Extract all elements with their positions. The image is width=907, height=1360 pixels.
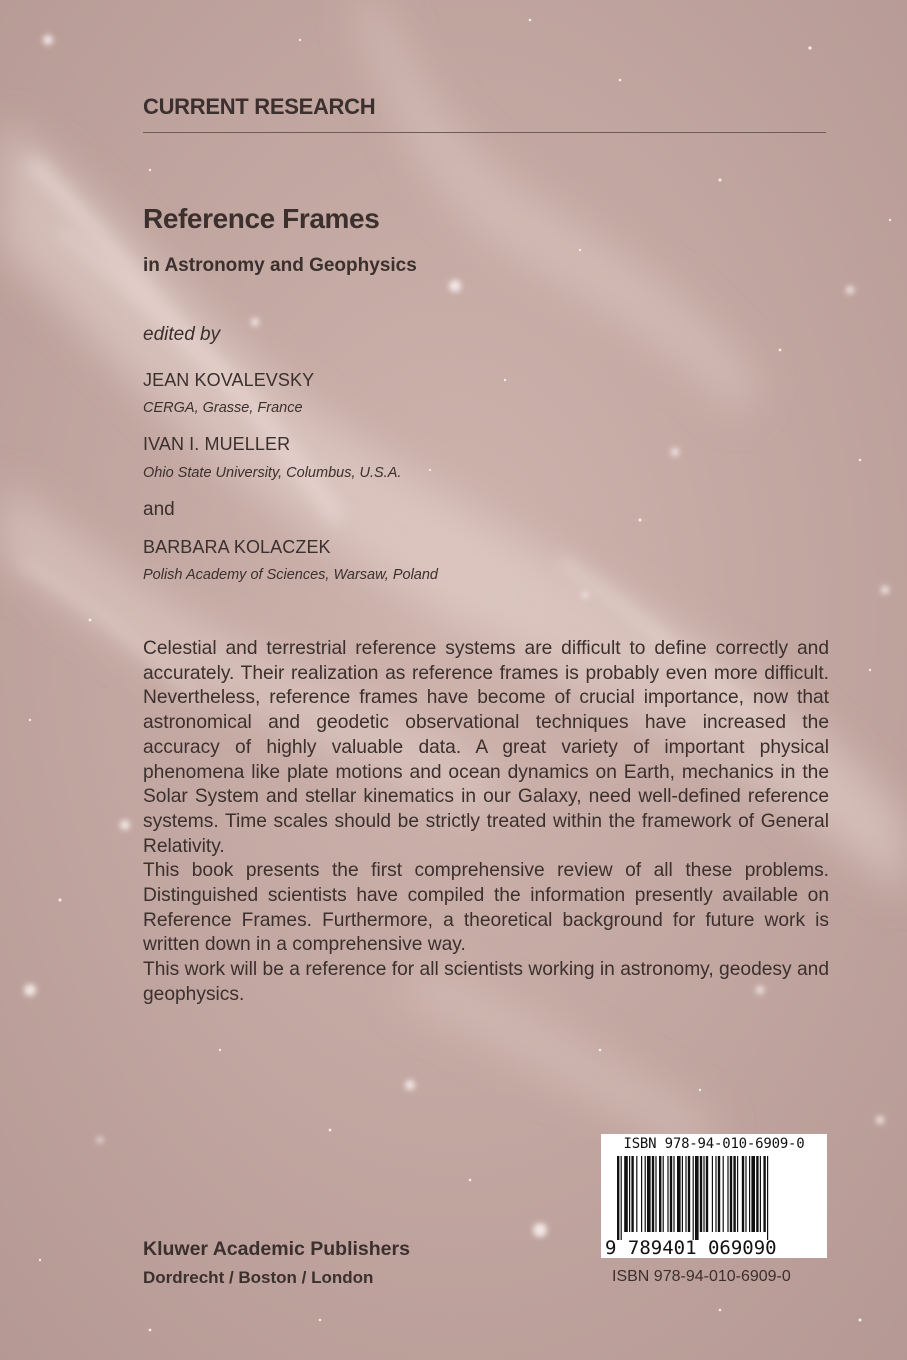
publisher-cities: Dordrecht / Boston / London bbox=[143, 1268, 374, 1287]
barcode-bar bbox=[670, 1156, 672, 1232]
barcode-bar bbox=[706, 1156, 708, 1232]
barcode-bar bbox=[700, 1156, 702, 1232]
barcode-bar bbox=[621, 1156, 622, 1240]
barcode-bar bbox=[712, 1156, 713, 1232]
divider bbox=[143, 132, 826, 133]
barcode-bar bbox=[685, 1156, 686, 1232]
barcode-bar bbox=[703, 1156, 704, 1232]
barcode-bar bbox=[763, 1156, 765, 1232]
barcode-bar bbox=[663, 1156, 664, 1232]
barcode-bar bbox=[682, 1156, 683, 1232]
description-paragraph: Celestial and terrestrial reference systems are difficult to define correctly and accurately. Their realization as reference frames is probably even more difficult. Nevertheless, reference frames have become of crucial importance, now that astronomical and geodetic observational techniques have increased the accuracy of highly valuable data. A great variety of important physical phenomena like plate motions and ocean dynamics on Earth, mechanics in the Solar System and stellar kinematics in our Galaxy, need well-defined reference systems. Time scales should be strictly treated within the framework of General Relativity. bbox=[143, 638, 829, 857]
barcode-bar bbox=[715, 1156, 716, 1232]
barcode-bars bbox=[601, 1134, 827, 1258]
isbn-number: ISBN 978-94-010-6909-0 bbox=[612, 1268, 791, 1285]
barcode-bar bbox=[659, 1156, 661, 1232]
publisher-name: Kluwer Academic Publishers bbox=[143, 1238, 410, 1260]
series-name: CURRENT RESEARCH bbox=[143, 94, 376, 119]
barcode-bar bbox=[756, 1156, 758, 1232]
barcode-bar bbox=[767, 1156, 768, 1240]
book-title: Reference Frames bbox=[143, 203, 380, 234]
barcode-bar bbox=[629, 1156, 630, 1232]
barcode-bar bbox=[718, 1156, 720, 1232]
barcode-bar bbox=[652, 1156, 654, 1232]
barcode-bar bbox=[636, 1156, 637, 1232]
barcode-bar bbox=[749, 1156, 750, 1232]
barcode-bar bbox=[742, 1156, 744, 1232]
barcode-bar bbox=[760, 1156, 761, 1232]
editor-affiliation: CERGA, Grasse, France bbox=[143, 400, 303, 416]
barcode-isbn: ISBN 978-94-010-6909-0 bbox=[623, 1136, 805, 1152]
barcode-bar bbox=[647, 1156, 651, 1232]
barcode-bar bbox=[624, 1156, 628, 1232]
barcode-bar bbox=[745, 1156, 746, 1232]
book-description bbox=[143, 637, 829, 1008]
book-subtitle: in Astronomy and Geophysics bbox=[143, 255, 417, 276]
barcode-bar bbox=[631, 1156, 633, 1232]
barcode-bar bbox=[645, 1156, 646, 1232]
barcode-bar bbox=[695, 1156, 699, 1240]
barcode bbox=[601, 1134, 827, 1258]
barcode-bar bbox=[673, 1156, 674, 1232]
barcode-bar bbox=[641, 1156, 642, 1232]
barcode-bar bbox=[723, 1156, 724, 1232]
barcode-bar bbox=[733, 1156, 735, 1232]
barcode-bar bbox=[751, 1156, 755, 1232]
barcode-bar bbox=[667, 1156, 668, 1232]
editor-name: JEAN KOVALEVSKY bbox=[143, 370, 315, 390]
and-label: and bbox=[143, 499, 175, 520]
barcode-bar bbox=[730, 1156, 732, 1232]
editor-affiliation: Polish Academy of Sciences, Warsaw, Poland bbox=[143, 567, 438, 583]
editor-affiliation: Ohio State University, Columbus, U.S.A. bbox=[143, 465, 402, 481]
barcode-bar bbox=[617, 1156, 619, 1240]
description-paragraph: This work will be a reference for all scientists working in astronomy, geodesy and geophysics. bbox=[143, 959, 829, 1005]
barcode-bar bbox=[693, 1156, 694, 1240]
barcode-bar bbox=[688, 1156, 690, 1232]
barcode-bar bbox=[655, 1156, 656, 1232]
editor-name: IVAN I. MUELLER bbox=[143, 434, 291, 454]
barcode-bar bbox=[727, 1156, 728, 1232]
barcode-bar bbox=[677, 1156, 681, 1232]
editor-name: BARBARA KOLACZEK bbox=[143, 537, 331, 557]
barcode-digits: 9 789401 069090 bbox=[605, 1237, 777, 1258]
description-paragraph: This book presents the first comprehensive review of all these problems. Distinguished scientists have compiled the information presently available on Reference Frames. Furthermore, a theoretical background for future work is written down in a comprehensive way. bbox=[143, 860, 829, 956]
edited-by-label: edited by bbox=[143, 324, 221, 345]
barcode-bar bbox=[737, 1156, 738, 1232]
